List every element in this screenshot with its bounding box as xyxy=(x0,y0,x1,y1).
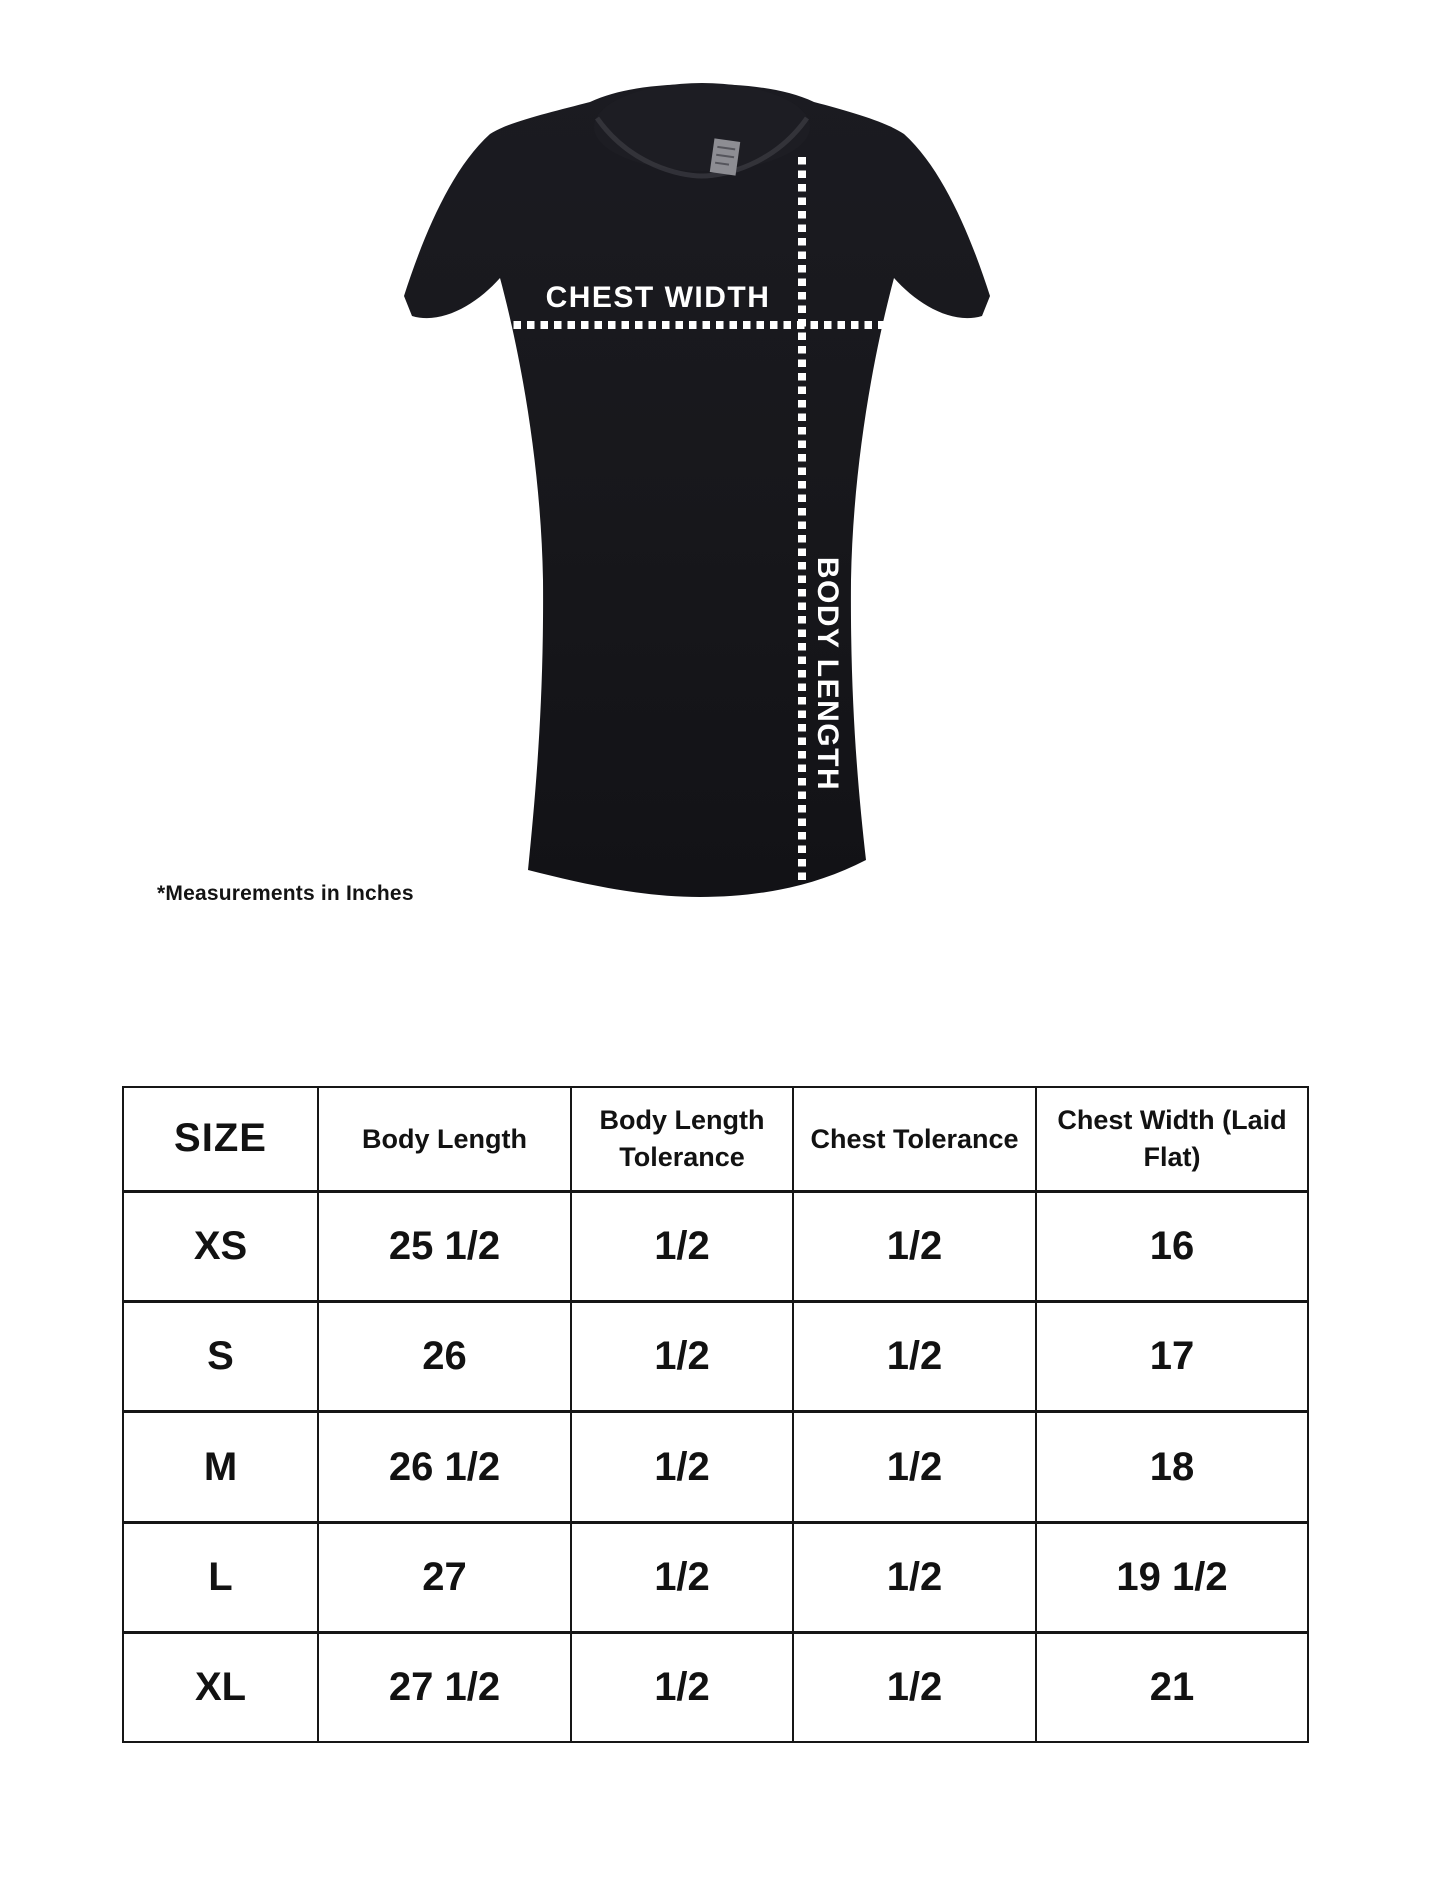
value-cell: 26 1/2 xyxy=(318,1412,571,1522)
table-row xyxy=(123,1633,1308,1742)
value-cell: 16 xyxy=(1036,1191,1308,1301)
value-cell: 26 xyxy=(318,1301,571,1411)
column-header: Body Length Tolerance xyxy=(571,1087,793,1191)
value-cell: 27 xyxy=(318,1522,571,1632)
body-length-label: BODY LENGTH xyxy=(811,556,844,792)
size-cell: S xyxy=(123,1301,318,1411)
column-header: Chest Tolerance xyxy=(793,1087,1036,1191)
size-cell: XL xyxy=(123,1633,318,1742)
table-row xyxy=(123,1522,1308,1632)
size-table xyxy=(122,1086,1309,1743)
column-header: Body Length xyxy=(318,1087,571,1191)
collar-opening xyxy=(594,83,810,171)
value-cell: 25 1/2 xyxy=(318,1191,571,1301)
table-row xyxy=(123,1301,1308,1411)
value-cell: 19 1/2 xyxy=(1036,1522,1308,1632)
table-row xyxy=(123,1191,1308,1301)
size-cell: L xyxy=(123,1522,318,1632)
size-cell: XS xyxy=(123,1191,318,1301)
tshirt-silhouette xyxy=(404,84,990,897)
value-cell: 21 xyxy=(1036,1633,1308,1742)
neck-tag xyxy=(710,138,740,175)
header-row xyxy=(123,1087,1308,1191)
size-table-container xyxy=(122,1086,1309,1743)
value-cell: 1/2 xyxy=(793,1412,1036,1522)
size-column-header: SIZE xyxy=(123,1087,318,1191)
measurements-note: *Measurements in Inches xyxy=(157,882,414,905)
value-cell: 1/2 xyxy=(793,1522,1036,1632)
value-cell: 1/2 xyxy=(571,1522,793,1632)
value-cell: 1/2 xyxy=(571,1301,793,1411)
value-cell: 1/2 xyxy=(793,1301,1036,1411)
value-cell: 17 xyxy=(1036,1301,1308,1411)
value-cell: 1/2 xyxy=(571,1191,793,1301)
column-header: Chest Width (Laid Flat) xyxy=(1036,1087,1308,1191)
value-cell: 1/2 xyxy=(571,1412,793,1522)
value-cell: 1/2 xyxy=(793,1191,1036,1301)
table-row xyxy=(123,1412,1308,1522)
value-cell: 1/2 xyxy=(793,1633,1036,1742)
size-cell: M xyxy=(123,1412,318,1522)
value-cell: 18 xyxy=(1036,1412,1308,1522)
value-cell: 1/2 xyxy=(571,1633,793,1742)
chest-width-label: CHEST WIDTH xyxy=(545,281,771,314)
value-cell: 27 1/2 xyxy=(318,1633,571,1742)
